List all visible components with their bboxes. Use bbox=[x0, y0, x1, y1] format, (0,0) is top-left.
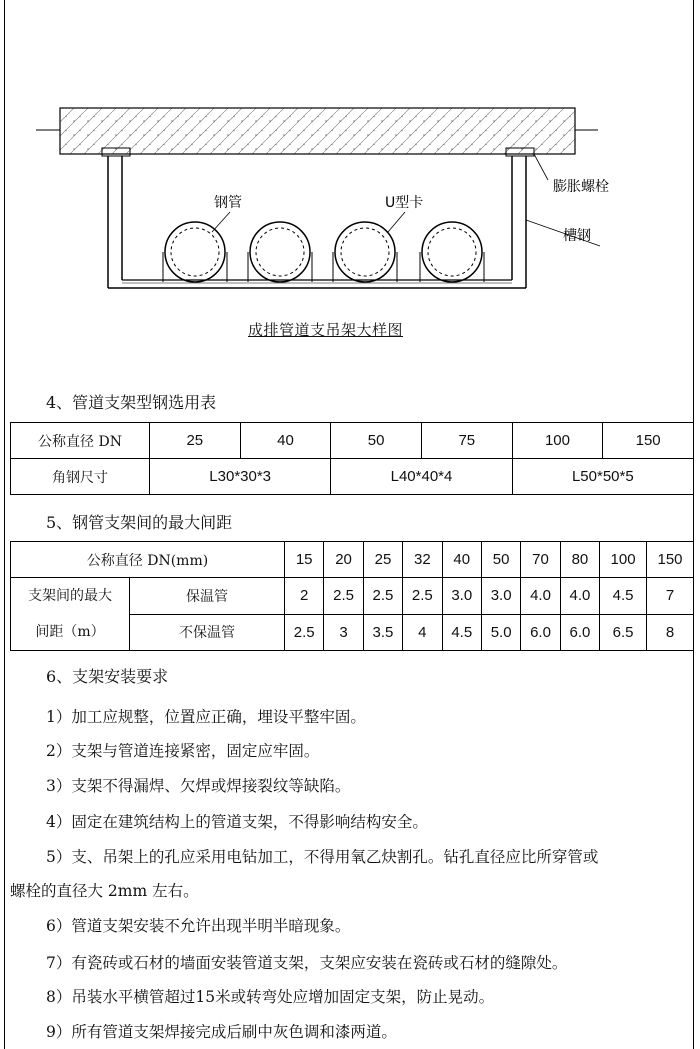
angle-size-cell: L50*50*5 bbox=[512, 459, 693, 495]
right-hanger bbox=[506, 148, 534, 288]
dn-cell: 40 bbox=[240, 423, 331, 459]
requirement-item: 5）支、吊架上的孔应采用电钻加工，不得用氧乙炔割孔。钻孔直径应比所穿管或 bbox=[46, 848, 599, 866]
value-cell: 2.5 bbox=[284, 614, 323, 651]
dn-cell: 40 bbox=[442, 542, 481, 578]
requirement-item: 3）支架不得漏焊、欠焊或焊接裂纹等缺陷。 bbox=[46, 777, 351, 795]
dn-cell: 100 bbox=[600, 542, 647, 578]
concrete-slab bbox=[60, 108, 575, 154]
dn-cell: 32 bbox=[403, 542, 442, 578]
dn-cell: 75 bbox=[421, 423, 512, 459]
value-cell: 7 bbox=[647, 578, 694, 615]
table-row bbox=[11, 459, 694, 495]
value-cell: 6.0 bbox=[560, 614, 599, 651]
angle-steel-table bbox=[10, 422, 694, 495]
diagram-caption: 成排管道支吊架大样图 bbox=[248, 321, 404, 339]
expansion-bolt-label: 膨胀螺栓 bbox=[553, 179, 609, 195]
value-cell: 5.0 bbox=[481, 614, 520, 651]
requirement-item: 7）有瓷砖或石材的墙面安装管道支架，支架应安装在瓷砖或石材的缝隙处。 bbox=[46, 954, 568, 972]
u-clamp-label: U型卡 bbox=[385, 195, 424, 211]
dn-header-cell: 公称直径 DN bbox=[11, 423, 150, 459]
dn-mm-header: 公称直径 DN(mm) bbox=[86, 552, 209, 569]
requirement-item: 8）吊装水平横管超过15米或转弯处应增加固定支架，防止晃动。 bbox=[46, 988, 495, 1006]
section-4-title: 4、管道支架型钢选用表 bbox=[46, 393, 217, 412]
value-cell: 2 bbox=[284, 578, 323, 615]
requirement-item: 2）支架与管道连接紧密，固定应牢固。 bbox=[46, 742, 320, 760]
value-cell: 4.0 bbox=[521, 578, 560, 615]
pipe-1 bbox=[163, 222, 227, 282]
value-cell: 2.5 bbox=[324, 578, 363, 615]
spacing-group-label-line1: 支架间的最大 bbox=[28, 588, 112, 604]
dn-cell: 20 bbox=[324, 542, 363, 578]
left-hanger bbox=[102, 148, 130, 288]
value-cell: 4.5 bbox=[442, 614, 481, 651]
value-cell: 6.0 bbox=[521, 614, 560, 651]
dn-cell: 70 bbox=[521, 542, 560, 578]
requirement-item: 9）所有管道支架焊接完成后刷中灰色调和漆两道。 bbox=[46, 1023, 397, 1041]
requirement-item-continued: 螺栓的直径大 2mm 左右。 bbox=[10, 882, 199, 900]
requirement-item: 1）加工应规整，位置应正确，埋设平整牢固。 bbox=[46, 708, 366, 726]
support-hanger-diagram bbox=[0, 0, 700, 360]
dn-cell: 50 bbox=[331, 423, 422, 459]
dn-cell: 80 bbox=[560, 542, 599, 578]
value-cell: 3 bbox=[324, 614, 363, 651]
dn-cell: 150 bbox=[603, 423, 694, 459]
support-spacing-table bbox=[10, 541, 694, 651]
dn-cell: 15 bbox=[284, 542, 323, 578]
pipe-4 bbox=[420, 222, 484, 282]
value-cell: 4.5 bbox=[600, 578, 647, 615]
table-row bbox=[11, 542, 694, 578]
insulated-label-cell: 保温管 bbox=[130, 578, 285, 615]
value-cell: 2.5 bbox=[403, 578, 442, 615]
section-5-title: 5、钢管支架间的最大间距 bbox=[46, 513, 233, 532]
channel-steel-beam bbox=[108, 280, 526, 288]
spacing-group-label-cell bbox=[11, 578, 130, 651]
requirement-item: 6）管道支架安装不允许出现半明半暗现象。 bbox=[46, 917, 351, 935]
value-cell: 8 bbox=[647, 614, 694, 651]
angle-size-cell: L40*40*4 bbox=[331, 459, 512, 495]
dn-mm-header-cell bbox=[11, 542, 285, 578]
channel-steel-label: 槽钢 bbox=[563, 228, 591, 244]
value-cell: 4.0 bbox=[560, 578, 599, 615]
value-cell: 3.5 bbox=[363, 614, 402, 651]
spacing-group-label-line2: 间距（m） bbox=[35, 624, 105, 640]
pipe-2 bbox=[248, 222, 312, 282]
uninsulated-label-cell: 不保温管 bbox=[130, 614, 285, 651]
pipe-3 bbox=[333, 222, 397, 282]
value-cell: 4 bbox=[403, 614, 442, 651]
value-cell: 2.5 bbox=[363, 578, 402, 615]
dn-cell: 50 bbox=[481, 542, 520, 578]
dn-cell: 150 bbox=[647, 542, 694, 578]
steel-pipe-label: 钢管 bbox=[214, 195, 242, 211]
requirement-item: 4）固定在建筑结构上的管道支架，不得影响结构安全。 bbox=[46, 813, 428, 831]
dn-cell: 100 bbox=[512, 423, 603, 459]
table-row bbox=[11, 578, 694, 615]
table-row bbox=[11, 423, 694, 459]
section-6-title: 6、支架安装要求 bbox=[46, 667, 169, 686]
dn-cell: 25 bbox=[150, 423, 241, 459]
angle-size-cell: L30*30*3 bbox=[150, 459, 331, 495]
angle-size-header-cell: 角钢尺寸 bbox=[11, 459, 150, 495]
value-cell: 3.0 bbox=[481, 578, 520, 615]
value-cell: 6.5 bbox=[600, 614, 647, 651]
value-cell: 3.0 bbox=[442, 578, 481, 615]
dn-cell: 25 bbox=[363, 542, 402, 578]
